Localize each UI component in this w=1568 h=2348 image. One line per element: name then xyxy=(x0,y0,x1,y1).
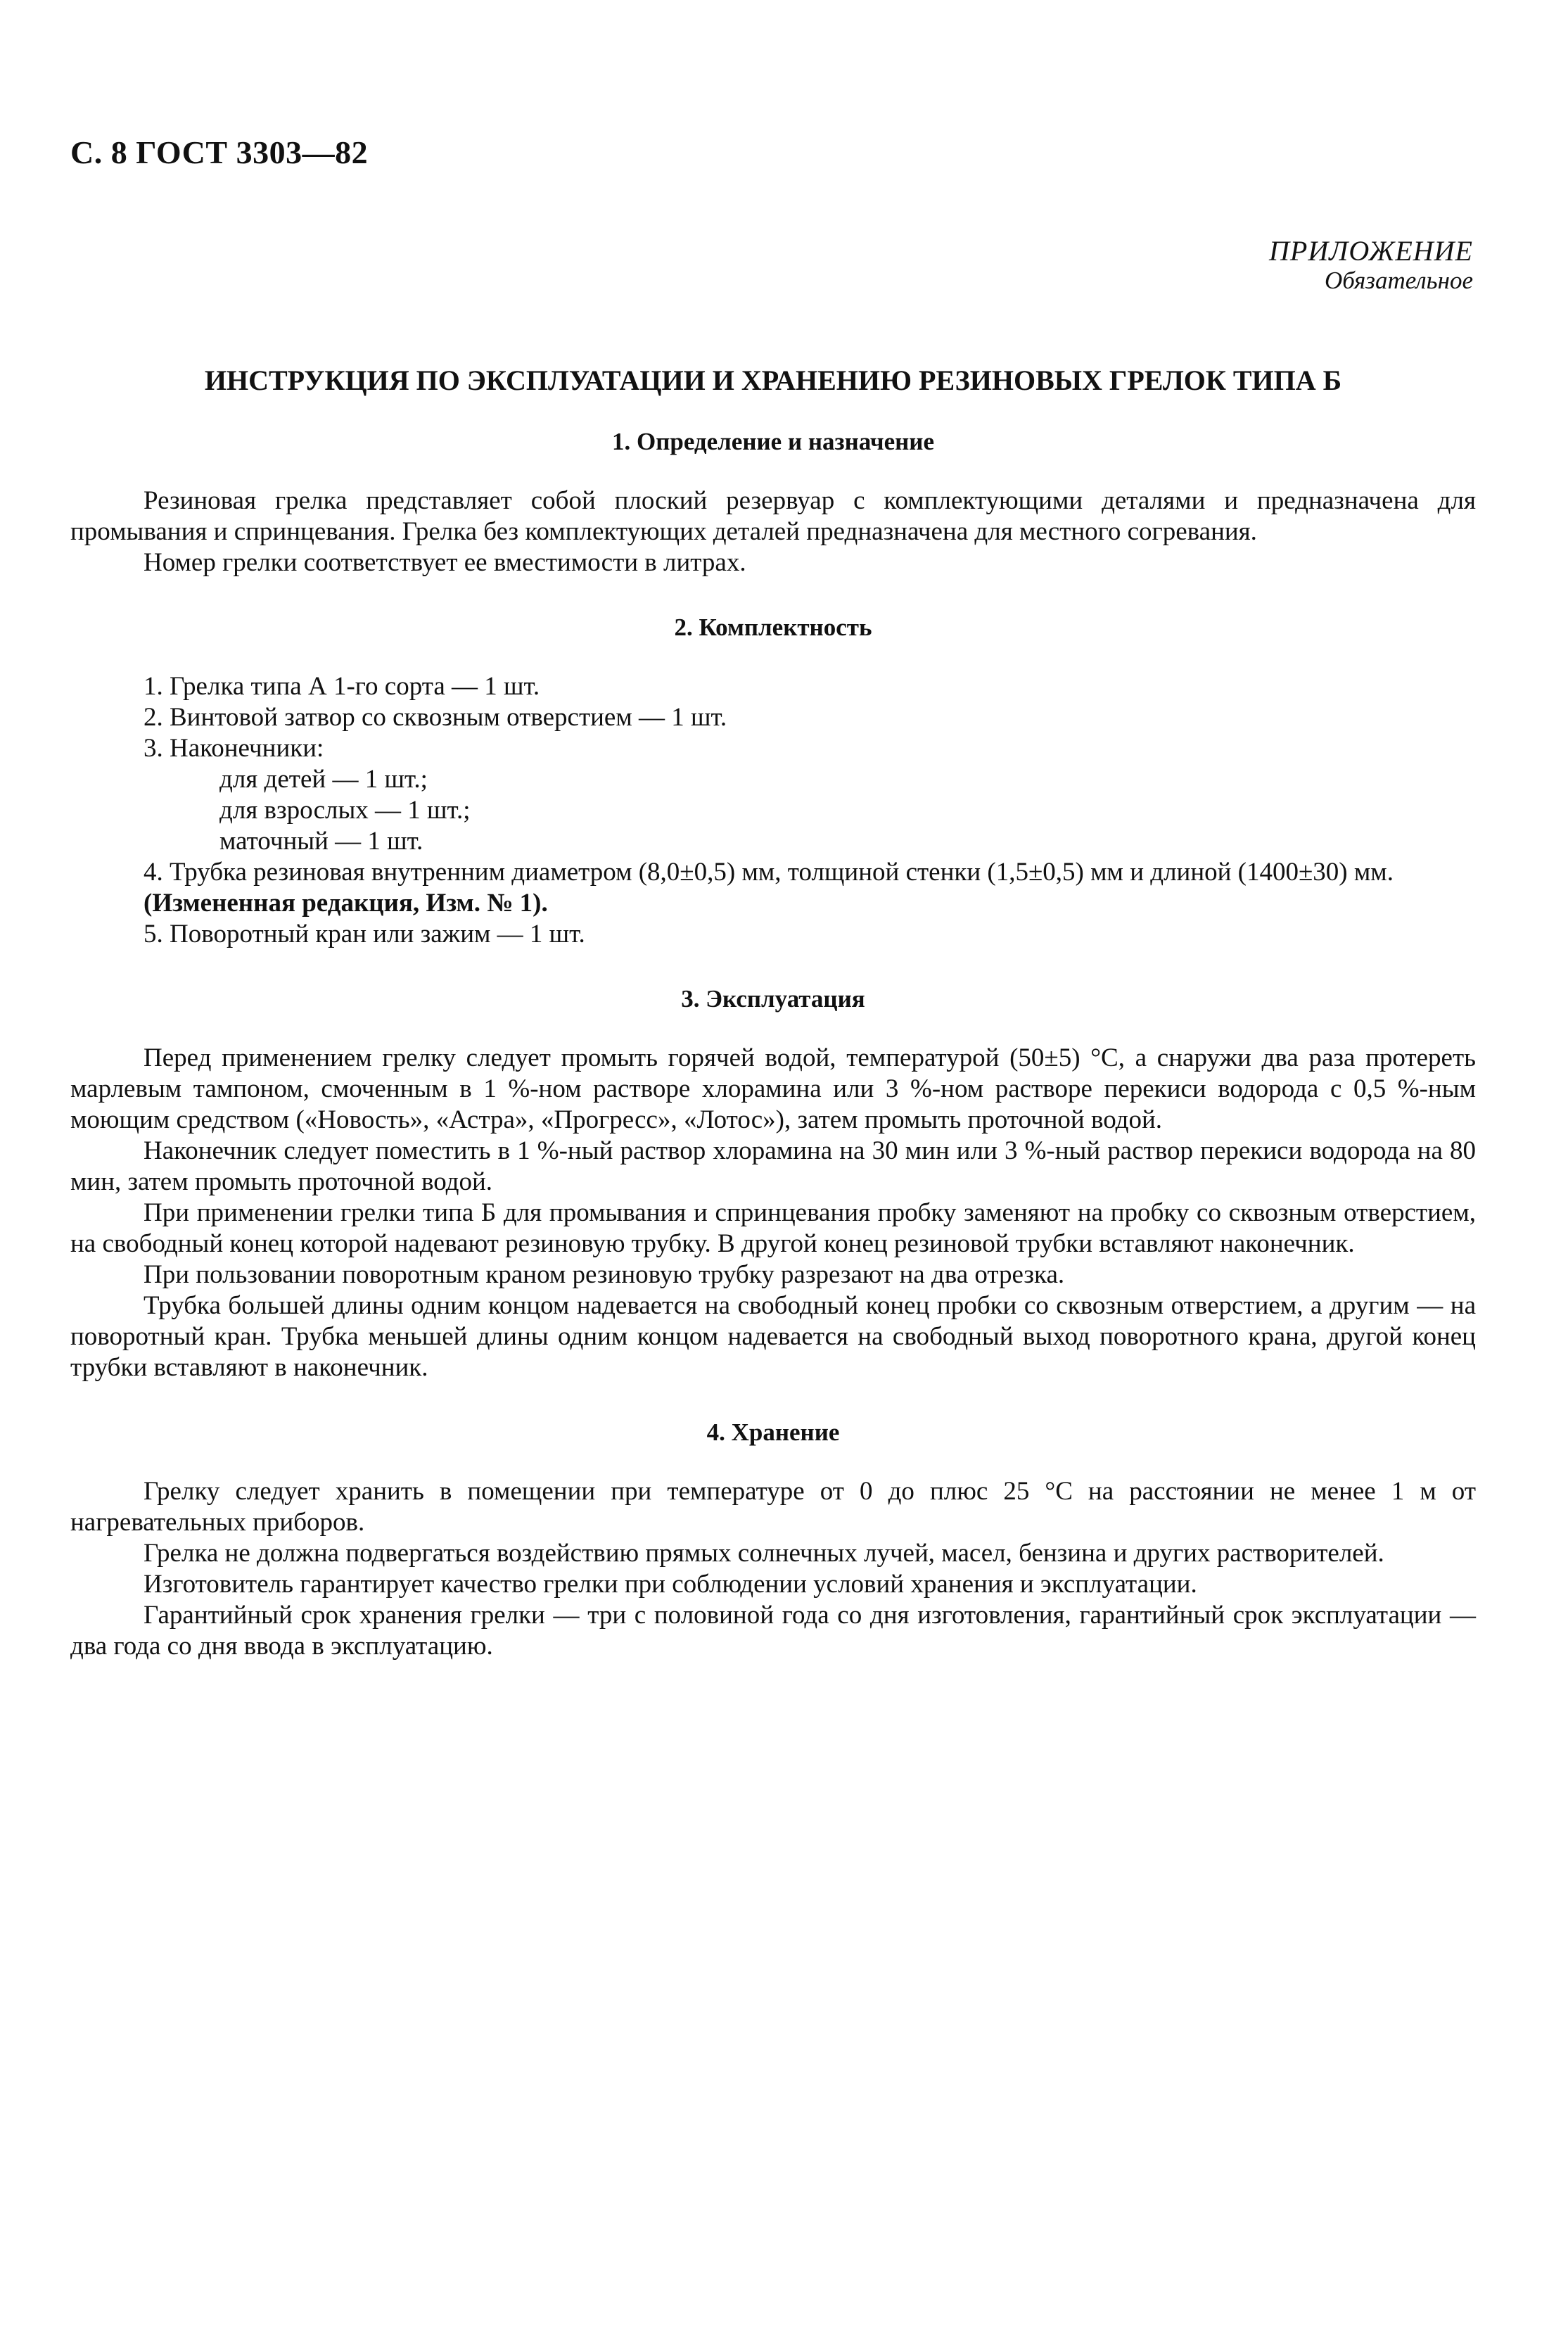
list-item: 1. Грелка типа А 1-го сорта — 1 шт. xyxy=(144,672,540,701)
section-completeness xyxy=(70,614,1476,950)
section-storage xyxy=(70,1419,1476,1662)
list-subitem: для взрослых — 1 шт.; xyxy=(219,796,471,825)
list-item: 4. Трубка резиновая внутренним диаметром (8,0±0,5) мм, толщиной стенки (1,5±0,5) мм и длиной (1400±30) мм. xyxy=(144,858,1394,887)
document-title: ИНСТРУКЦИЯ ПО ЭКСПЛУАТАЦИИ И ХРАНЕНИЮ РЕЗИНОВЫХ ГРЕЛОК ТИПА Б xyxy=(204,364,1342,396)
appendix-label: ПРИЛОЖЕНИЕ xyxy=(1269,235,1473,267)
section-definition xyxy=(70,428,1476,578)
list-subitem: маточный — 1 шт. xyxy=(219,827,423,856)
list-item: 2. Винтовой затвор со сквозным отверстием — 1 шт. xyxy=(144,703,727,732)
page-header: С. 8 ГОСТ 3303—82 xyxy=(70,134,369,170)
edition-note: (Измененная редакция, Изм. № 1). xyxy=(144,889,548,918)
paragraph: Грелка не должна подвергаться воздействию прямых солнечных лучей, масел, бензина и других растворителей. xyxy=(144,1539,1384,1568)
section-operation xyxy=(70,985,1476,1383)
document-page xyxy=(70,134,1476,1662)
list-subitem: для детей — 1 шт.; xyxy=(219,765,428,794)
appendix-status: Обязательное xyxy=(1325,267,1473,294)
paragraph: Резиновая грелка представляет собой плоский резервуар с комплектующими деталями и предназначена для промывания и спринцевания. Грелка без комплектующих деталей предназначена для местного согревания. xyxy=(70,486,1476,546)
section-heading: 1. Определение и назначение xyxy=(611,428,934,455)
paragraph: Наконечник следует поместить в 1 %-ный раствор хлорамина на 30 мин или 3 %-ный раствор перекиси водорода на 80 мин, затем промыть проточной водой. xyxy=(70,1136,1476,1196)
list-item: 3. Наконечники: xyxy=(144,734,324,763)
paragraph: Изготовитель гарантирует качество грелки при соблюдении условий хранения и эксплуатации. xyxy=(144,1570,1197,1599)
section-heading: 4. Хранение xyxy=(706,1419,840,1446)
section-heading: 3. Эксплуатация xyxy=(681,985,865,1013)
paragraph: Перед применением грелку следует промыть горячей водой, температурой (50±5) °С, а снаружи два раза протереть марлевым тампоном, смоченным в 1 %-ном растворе хлорамина или 3 %-ном растворе перекиси водорода с 0,5 %-ным моющим средством («Новость», «Астра», «Прогресс», «Лотос»), затем промыть проточной водой. xyxy=(70,1043,1476,1134)
list-item: 5. Поворотный кран или зажим — 1 шт. xyxy=(144,920,585,948)
paragraph: Грелку следует хранить в помещении при температуре от 0 до плюс 25 °С на расстоянии не менее 1 м от нагревательных приборов. xyxy=(70,1477,1476,1537)
appendix-block xyxy=(70,236,1476,295)
paragraph: При пользовании поворотным краном резиновую трубку разрезают на два отрезка. xyxy=(144,1260,1065,1289)
paragraph: Номер грелки соответствует ее вместимости в литрах. xyxy=(144,548,746,577)
paragraph: Гарантийный срок хранения грелки — три с половиной года со дня изготовления, гарантийный срок эксплуатации — два года со дня ввода в эксплуатацию. xyxy=(70,1601,1476,1661)
section-heading: 2. Комплектность xyxy=(674,614,872,641)
paragraph: Трубка большей длины одним концом надевается на свободный конец пробки со сквозным отверстием, а другим — на поворотный кран. Трубка меньшей длины одним концом надевается на свободный выход поворотного крана, другой конец трубки вставляют в наконечник. xyxy=(70,1291,1476,1382)
paragraph: При применении грелки типа Б для промывания и спринцевания пробку заменяют на пробку со сквозным отверстием, на свободный конец которой надевают резиновую трубку. В другой конец резиновой трубки вставляют наконечник. xyxy=(70,1198,1476,1258)
